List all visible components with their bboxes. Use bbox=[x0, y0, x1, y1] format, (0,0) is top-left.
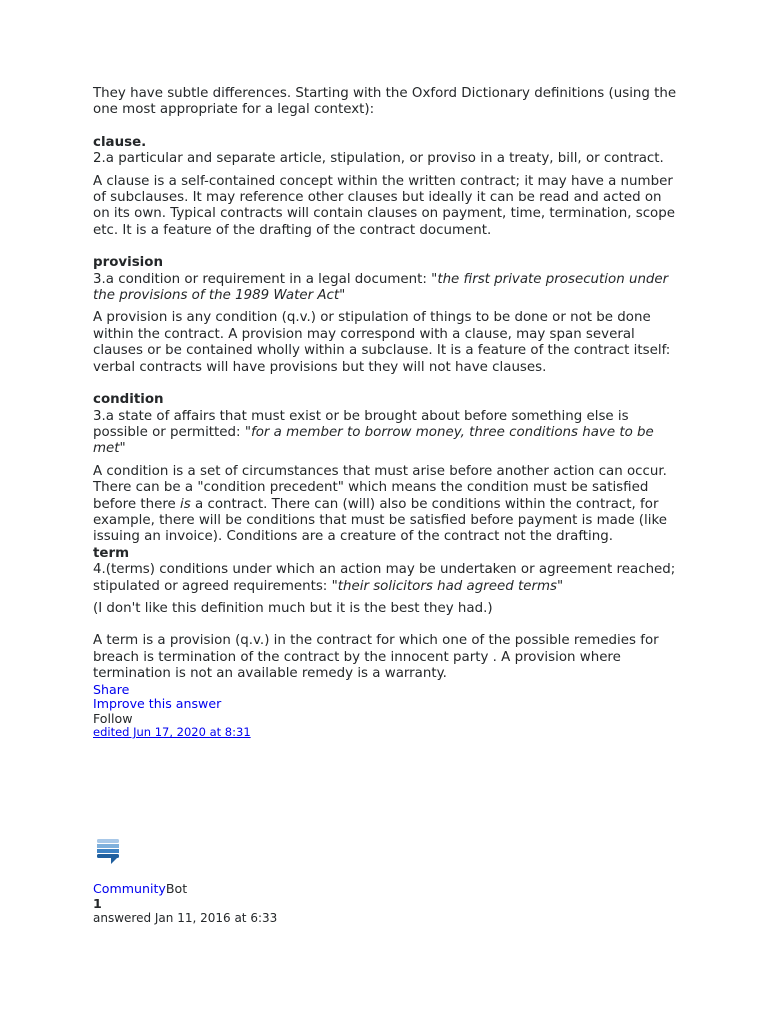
condition-explanation-emphasis: is bbox=[180, 496, 191, 512]
provision-explanation: A provision is any condition (q.v.) or stipulation of things to be done or not be done within the contract. A provision may correspond with a clause, may span several clauses or be contained wholly within a subclause. It is a feature of the contract itself: verbal contracts will have provisions but they will not have clauses. bbox=[93, 310, 671, 375]
intro-paragraph: They have subtle differences. Starting with the Oxford Dictionary definitions (using the one most appropriate for a legal context): bbox=[93, 86, 677, 118]
follow-button[interactable]: Follow bbox=[93, 710, 133, 726]
provision-definition-suffix: " bbox=[339, 288, 346, 304]
provision-definition-example: the first private prosecution under the provisions of the 1989 Water Act bbox=[93, 271, 669, 304]
user-name bbox=[93, 882, 277, 897]
community-avatar-graphic bbox=[97, 839, 121, 865]
condition-definition-example: for a member to borrow money, three conditions have to be met bbox=[93, 424, 654, 457]
term-explanation: A term is a provision (q.v.) in the contract for which one of the possible remedies for breach is termination of the contract by the innocent party . A provision where termination is not an available remedy is a warranty. bbox=[93, 633, 659, 682]
reputation-score: 1 bbox=[93, 895, 102, 911]
condition-heading: condition bbox=[93, 392, 164, 408]
term-definition bbox=[93, 562, 678, 595]
edited-timestamp-link[interactable]: edited Jun 17, 2020 at 8:31 bbox=[93, 725, 251, 740]
condition-definition-prefix: 3.a state of affairs that must exist or be brought about before something else is possible or permitted: " bbox=[93, 408, 629, 440]
condition-explanation-part2: a contract. There can (will) also be conditions within the contract, for example, there will be conditions that must be satisfied before payment is made (like issuing an invoice). Conditions are a creature of the contract not the drafting. bbox=[93, 496, 667, 545]
term-definition-example: their solicitors had agreed terms bbox=[337, 578, 557, 594]
improve-answer-link[interactable]: Improve this answer bbox=[93, 696, 222, 712]
share-link[interactable]: Share bbox=[93, 681, 130, 697]
term-heading: term bbox=[93, 545, 130, 561]
post-actions bbox=[93, 683, 678, 740]
answered-timestamp: answered Jan 11, 2016 at 6:33 bbox=[93, 911, 278, 925]
condition-definition bbox=[93, 409, 678, 458]
provision-definition bbox=[93, 272, 678, 305]
condition-explanation-part1: A condition is a set of circumstances that must arise before another action can occur. There can be a "condition precedent" which means the condition must be satisfied before there bbox=[93, 463, 667, 512]
condition-definition-suffix: " bbox=[119, 441, 126, 457]
answer-body bbox=[93, 86, 678, 739]
provision-definition-prefix: 3.a condition or requirement in a legal document: " bbox=[93, 271, 438, 287]
term-definition-suffix: " bbox=[557, 578, 564, 594]
provision-heading: provision bbox=[93, 255, 164, 271]
clause-explanation: A clause is a self-contained concept within the written contract; it may have a number of subclauses. It may reference other clauses but ideally it can be read and acted on on its own. Typical contracts will contain clauses on payment, time, termination, scope etc. It is a feature of the drafting of the contract document. bbox=[93, 173, 675, 238]
clause-definition: 2.a particular and separate article, stipulation, or proviso in a treaty, bill, or contract. bbox=[93, 151, 664, 167]
term-note: (I don't like this definition much but it is the best they had.) bbox=[93, 600, 493, 616]
term-definition-prefix: 4.(terms) conditions under which an action may be undertaken or agreement reached; stipulated or agreed requirements: " bbox=[93, 562, 676, 594]
user-name-link[interactable]: Community bbox=[93, 881, 166, 896]
user-card bbox=[93, 882, 277, 926]
user-name-suffix: Bot bbox=[165, 881, 188, 896]
stack-exchange-community-icon[interactable] bbox=[97, 839, 121, 865]
clause-heading: clause. bbox=[93, 134, 147, 150]
condition-explanation bbox=[93, 464, 678, 546]
